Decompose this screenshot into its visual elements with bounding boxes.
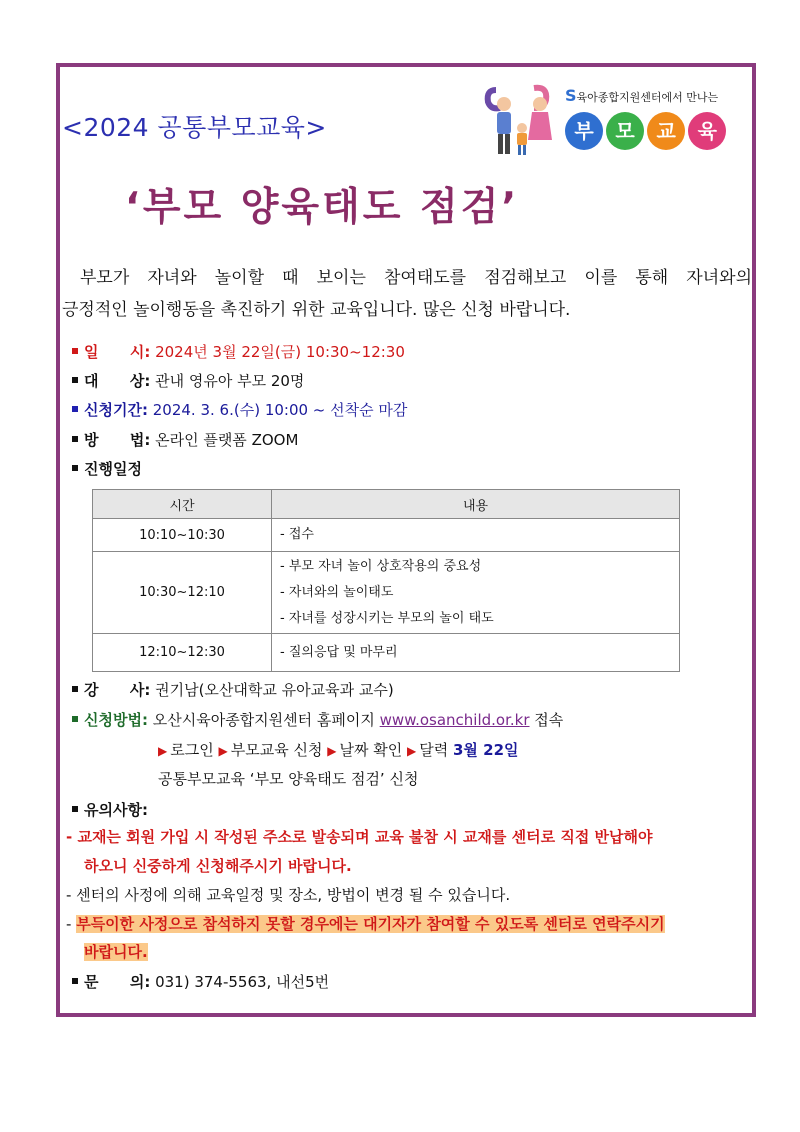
col-time-header: 시간 [93,490,272,519]
logo-tagline: S육아종합지원센터에서 만나는 [565,86,719,105]
schedule-header-row [93,490,680,519]
schedule-heading: 진행일정 [72,458,142,479]
instructor-value: 권기남(오산대학교 유아교육과 교수) [155,681,394,699]
schedule-time: 10:30~12:10 [93,552,272,634]
main-title: ‘부모 양육태도 점검’ [125,185,520,230]
schedule-item: - 질의응답 및 마무리 [280,644,398,660]
play-arrow-icon: ▶ [218,744,228,758]
intro-line-2: 긍정적인 놀이행동을 촉진하기 위한 교육입니다. 많은 신청 바랍니다. [62,300,571,320]
bullet-icon [72,806,78,812]
instructor-row: 강 사: 권기남(오산대학교 유아교육과 교수) [72,679,394,700]
apply-steps: ▶ 로그인 ▶ 부모교육 신청 ▶ 날짜 확인 ▶ 달력 3월 22일 [158,741,519,759]
bullet-icon [72,978,78,984]
target-row: 대 상: 관내 영유아 부모 20명 [72,370,304,391]
intro-line-1: 부모가 자녀와 놀이할 때 보이는 참여태도를 점검해보고 이를 통해 자녀와의 [80,268,752,288]
program-logo [565,112,724,150]
schedule-time: 10:10~10:30 [93,519,272,552]
table-row [93,552,680,634]
table-row [93,519,680,552]
play-arrow-icon: ▶ [406,744,417,758]
period-value: 2024. 3. 6.(수) 10:00 ~ 선착순 마감 [152,401,408,419]
bullet-icon [72,716,78,722]
method-row: 방 법: 온라인 플랫폼 ZOOM [72,429,298,450]
schedule-table [92,489,680,672]
schedule-item: - 자녀를 성장시키는 부모의 놀이 태도 [280,610,494,626]
apply-line3: 공통부모교육 ‘부모 양육태도 점검’ 신청 [158,770,419,788]
period-row: 신청기간: 2024. 3. 6.(수) 10:00 ~ 선착순 마감 [72,399,407,420]
col-content-header: 내용 [272,490,680,519]
logo-char-3: 교 [647,112,685,150]
note-3a: - 부득이한 사정으로 참석하지 못할 경우에는 대기자가 참여할 수 있도록 센터로 연락주시기 [66,915,665,933]
date-value: 2024년 3월 22일(금) 10:30~12:30 [155,343,405,361]
schedule-item: - 부모 자녀 놀이 상호작용의 중요성 [280,558,482,574]
logo-char-1: 부 [565,112,603,150]
table-row [93,634,680,672]
apply-date: 3월 22일 [452,741,519,759]
note-1b: 하오니 신중하게 신청해주시기 바랍니다. [84,857,352,875]
bullet-icon [72,348,78,354]
bullet-icon [72,436,78,442]
note-1a: - 교재는 회원 가입 시 작성된 주소로 발송되며 교육 불참 시 교재를 센터로 직접 반납해야 [66,828,653,846]
notes-heading: 유의사항: [72,799,148,820]
note-3b: 바랍니다. [84,943,148,961]
contact-value: 031) 374-5563, 내선5번 [155,973,330,991]
logo-char-4: 육 [688,112,726,150]
target-value: 관내 영유아 부모 20명 [155,372,305,390]
header-title: <2024 공통부모교육> [62,113,327,142]
schedule-item: - 자녀와의 놀이태도 [280,584,394,600]
play-arrow-icon: ▶ [158,744,168,758]
bullet-icon [72,377,78,383]
family-illustration-icon [482,80,562,162]
schedule-time: 12:10~12:30 [93,634,272,672]
method-value: 온라인 플랫폼 ZOOM [155,431,299,449]
center-logo-icon: S [565,86,577,105]
logo-char-2: 모 [606,112,644,150]
bullet-icon [72,465,78,471]
contact-row: 문 의: 031) 374-5563, 내선5번 [72,971,329,992]
homepage-link[interactable]: www.osanchild.or.kr [379,711,530,729]
schedule-item: - 접수 [280,527,314,542]
bullet-icon [72,686,78,692]
note-2: - 센터의 사정에 의해 교육일정 및 장소, 방법이 변경 될 수 있습니다. [66,886,511,904]
play-arrow-icon: ▶ [327,744,337,758]
apply-row: 신청방법: 오산시육아종합지원센터 홈페이지 www.osanchild.or.kr 접속 [72,709,563,730]
date-row: 일 시: 2024년 3월 22일(금) 10:30~12:30 [72,341,405,362]
note-3a-highlight: 부득이한 사정으로 참석하지 못할 경우에는 대기자가 참여할 수 있도록 센터로 연락주시기 [76,915,665,933]
bullet-icon [72,406,78,412]
intro-paragraph [62,262,752,326]
